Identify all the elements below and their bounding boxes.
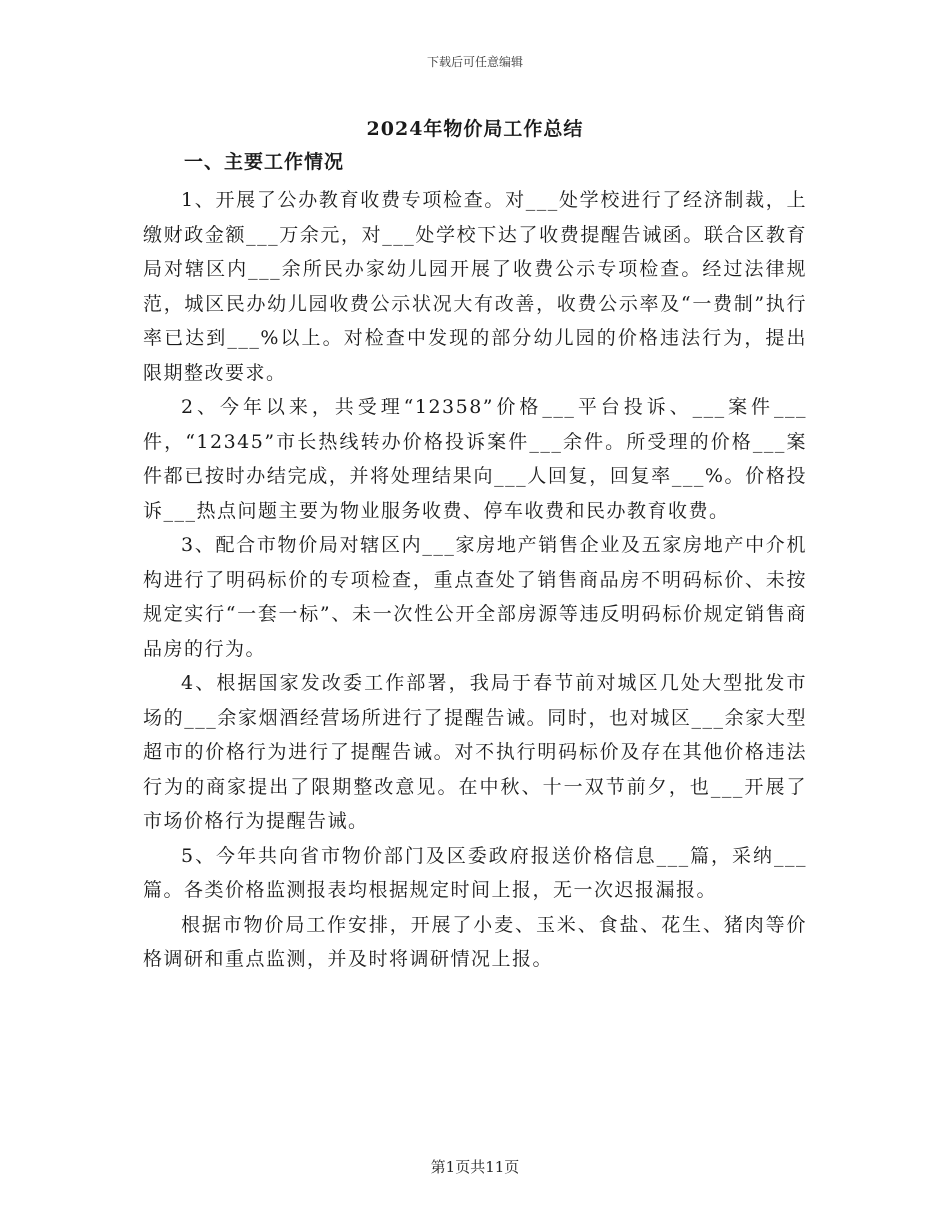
page-header-note: 下载后可任意编辑 (426, 55, 523, 69)
document-body (143, 183, 807, 977)
paragraph-item-2: 2、今年以来，共受理“12358”价格___平台投诉、___案件___件，“12345”市长热线转办价格投诉案件___余件。所受理的价格___案件都已按时办结完成，并将处理结果向___人回复，回复率___%。价格投诉___热点问题主要为物业服务收费、停车收费和民办教育收费。 (143, 396, 807, 522)
paragraph-item-3: 3、配合市物价局对辖区内___家房地产销售企业及五家房地产中介机构进行了明码标价的专项检查，重点查处了销售商品房不明码标价、未按规定实行“一套一标”、未一次性公开全部房源等违反明码标价规定销售商品房的行为。 (143, 534, 807, 660)
document-title: 2024年物价局工作总结 (366, 118, 584, 140)
paragraph-item-1: 1、开展了公办教育收费专项检查。对___处学校进行了经济制裁，上缴财政金额___万余元，对___处学校下达了收费提醒告诫函。联合区教育局对辖区内___余所民办家幼儿园开展了收费公示专项检查。经过法律规范，城区民办幼儿园收费公示状况大有改善，收费公示率及“一费制”执行率已达到___%以上。对检查中发现的部分幼儿园的价格违法行为，提出限期整改要求。 (143, 189, 807, 384)
section-heading: 一、主要工作情况 (184, 151, 345, 173)
paragraph-item-5: 5、今年共向省市物价部门及区委政府报送价格信息___篇，采纳___篇。各类价格监测报表均根据规定时间上报，无一次迟报漏报。 (143, 844, 807, 901)
page-number-footer: 第1页共11页 (430, 1158, 520, 1176)
paragraph-item-4: 4、根据国家发改委工作部署，我局于春节前对城区几处大型批发市场的___余家烟酒经营场所进行了提醒告诫。同时，也对城区___余家大型超市的价格行为进行了提醒告诫。对不执行明码标价及存在其他价格违法行为的商家提出了限期整改意见。在中秋、十一双节前夕，也___开展了市场价格行为提醒告诫。 (143, 672, 807, 832)
paragraph-price-survey: 根据市物价局工作安排，开展了小麦、玉米、食盐、花生、猪肉等价格调研和重点监测，并及时将调研情况上报。 (143, 913, 807, 970)
